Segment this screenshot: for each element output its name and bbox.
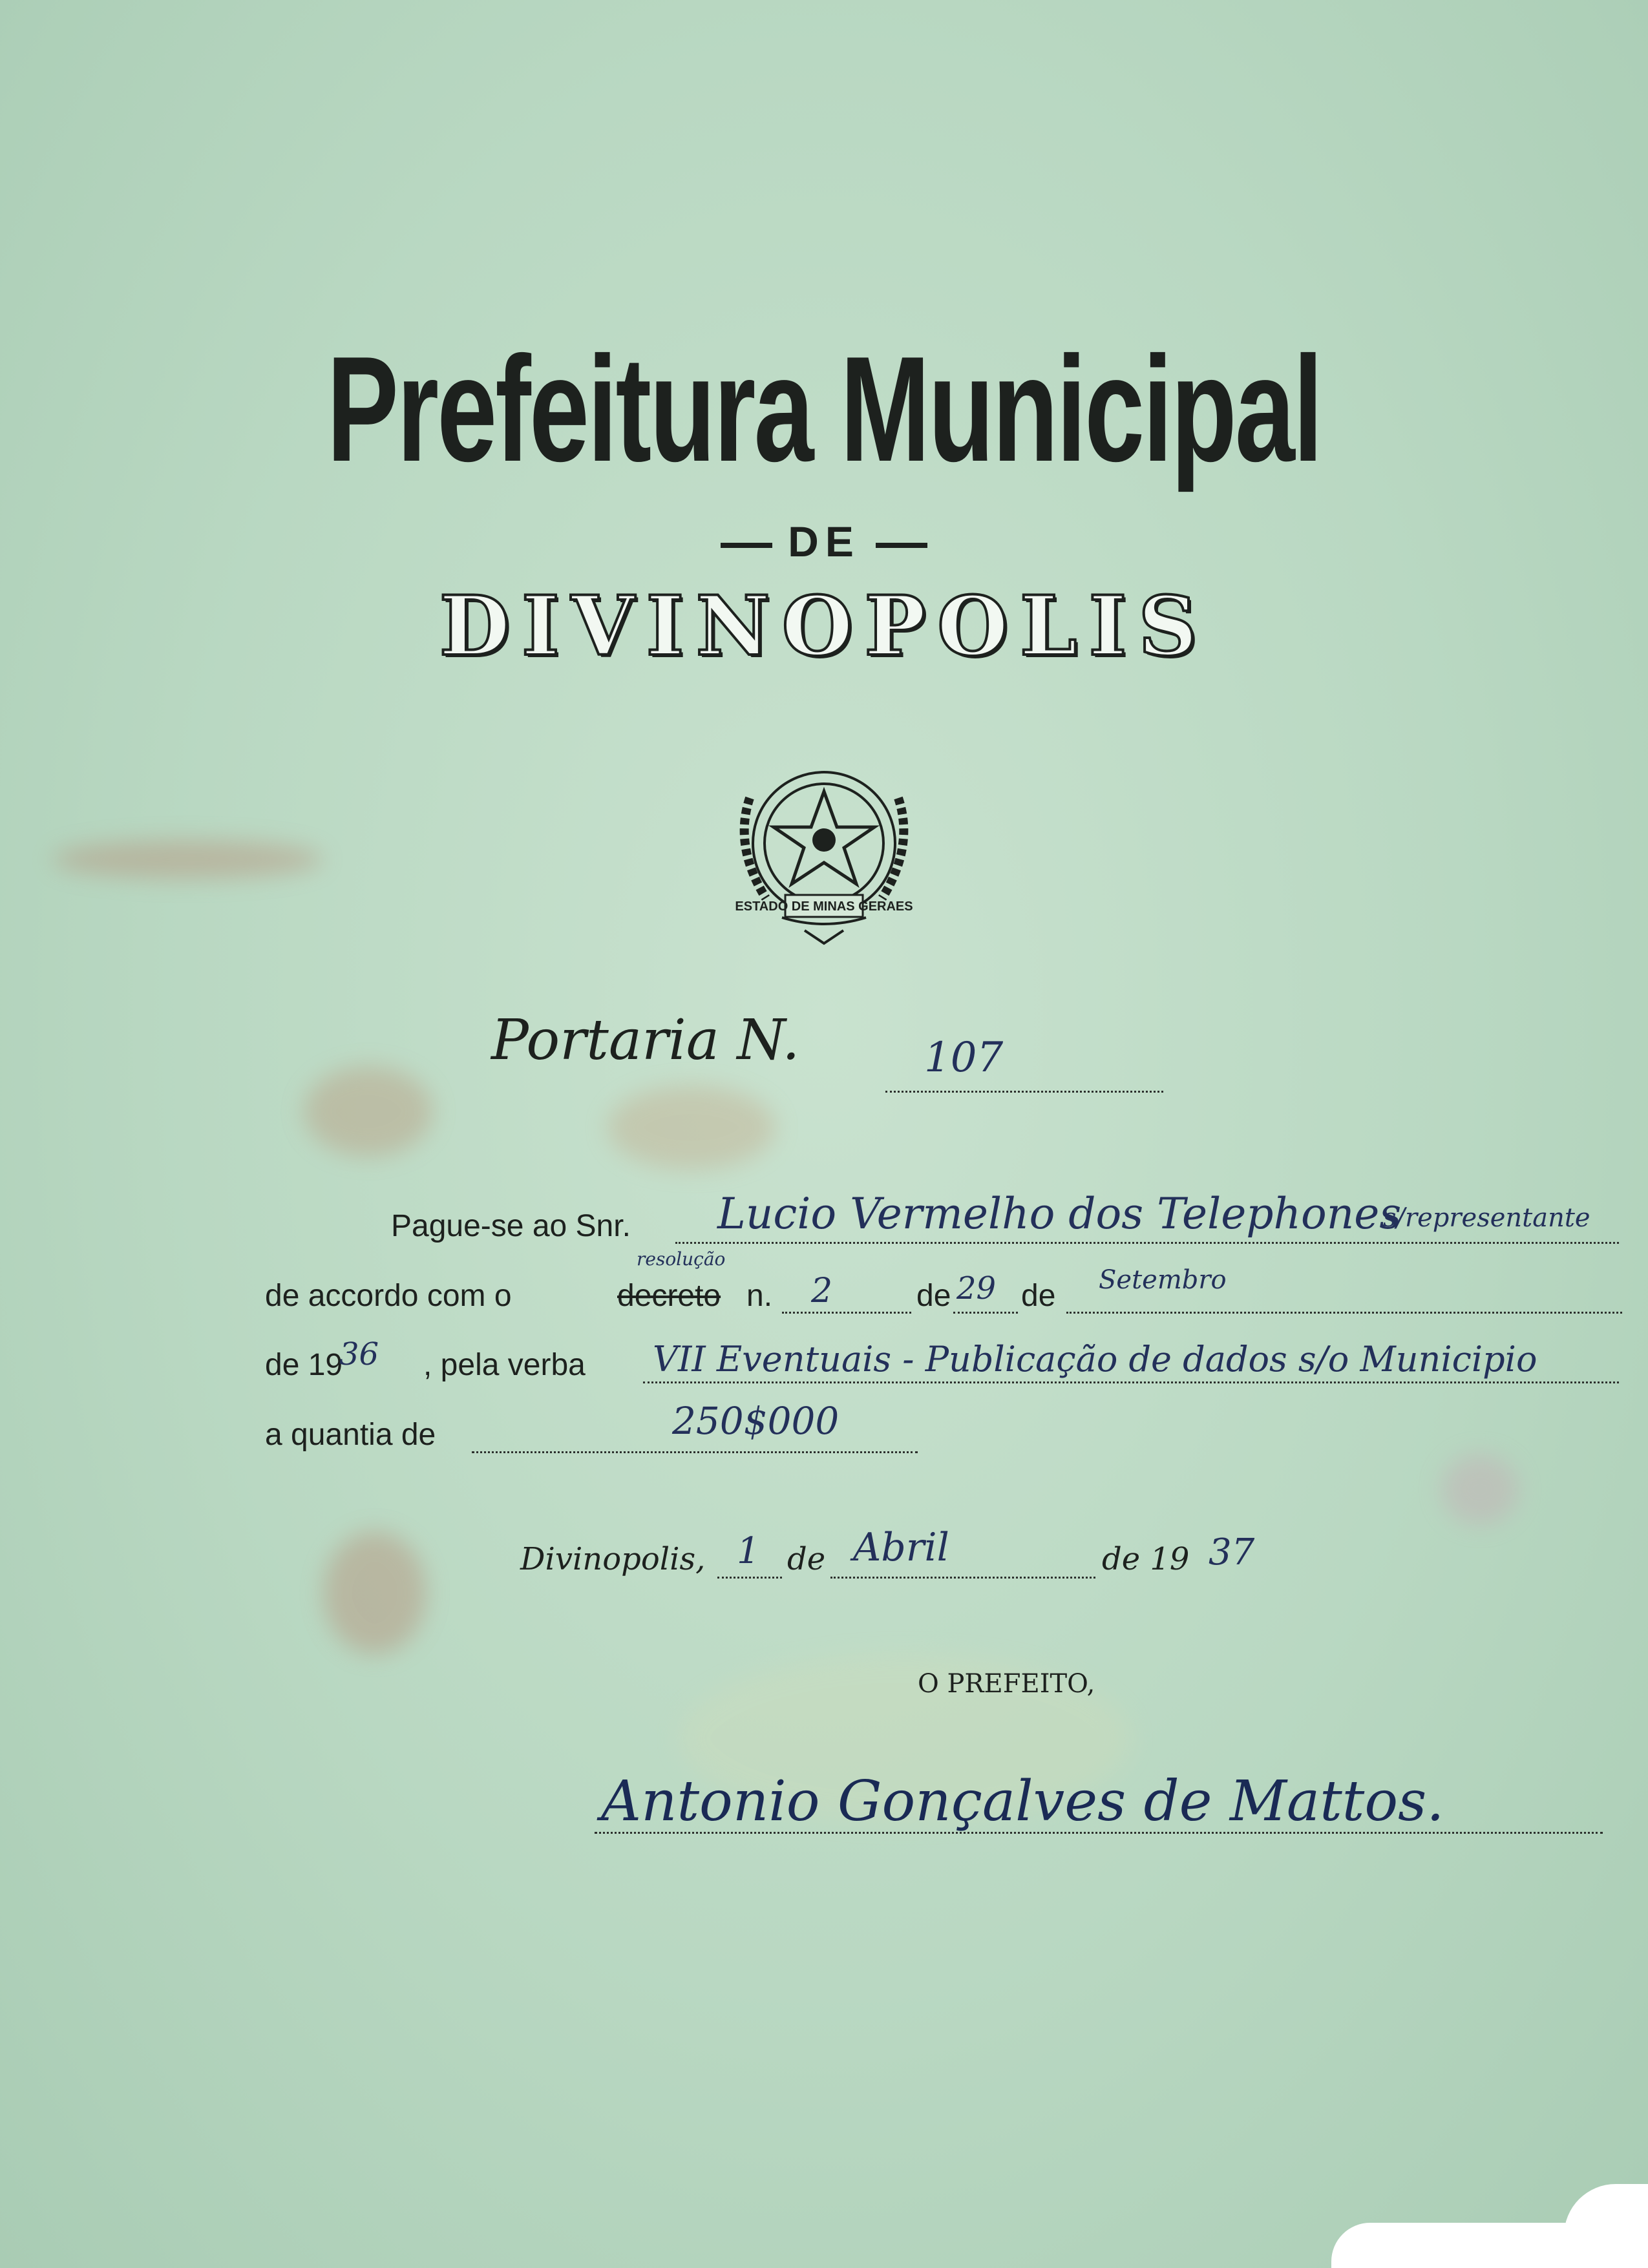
payee-label: Pague-se ao Snr. [391, 1209, 631, 1243]
day-line [953, 1312, 1018, 1314]
date-de-2: de 19 [1102, 1541, 1190, 1577]
de-label-1: de [916, 1279, 951, 1313]
year-label: de 19 [265, 1348, 343, 1382]
seal-bottom-text: ESTADO DE MINAS GERAES [735, 899, 913, 914]
month-value: Setembro [1099, 1265, 1227, 1295]
dash-left [721, 543, 772, 548]
amount-label: a quantia de [265, 1418, 436, 1452]
resolution-note: resolução [637, 1248, 726, 1270]
date-month-line [830, 1577, 1095, 1579]
header-connector-text: DE [788, 518, 860, 565]
portaria-number: 107 [924, 1034, 1004, 1082]
accordance-label: de accordo com o [265, 1279, 512, 1313]
verba-line [643, 1381, 1619, 1383]
decree-struck: decreto [617, 1279, 721, 1313]
number-line [782, 1312, 911, 1314]
verba-value: VII Eventuais - Publicação de dados s/o Municipio [653, 1339, 1537, 1380]
month-line [1066, 1312, 1622, 1314]
dash-right [876, 543, 927, 548]
portaria-number-line [885, 1091, 1163, 1093]
date-day: 1 [737, 1530, 760, 1572]
payee-line [675, 1242, 1619, 1244]
day-value: 29 [956, 1270, 997, 1307]
verba-label: , pela verba [423, 1348, 586, 1382]
date-year: 37 [1209, 1531, 1255, 1573]
signature-title: O PREFEITO, [918, 1669, 1095, 1699]
payee-name: Lucio Vermelho dos Telephones [717, 1189, 1402, 1239]
signature-name: Antonio Gonçalves de Mattos. [601, 1769, 1444, 1834]
date-place: Divinopolis, [520, 1541, 706, 1577]
portaria-label: Portaria N. [491, 1008, 800, 1073]
year-value: 36 [339, 1336, 379, 1372]
date-de-1: de [787, 1541, 826, 1577]
number-value: 2 [811, 1272, 833, 1310]
header-city: DIVINOPOLIS [439, 578, 1209, 674]
header-title: Prefeitura Municipal [326, 326, 1322, 493]
coat-of-arms-icon [721, 737, 927, 950]
amount-value: 250$000 [672, 1399, 840, 1443]
header-connector [0, 517, 1648, 566]
date-month: Abril [853, 1525, 949, 1570]
de-label-2: de [1021, 1279, 1056, 1313]
number-label: n. [746, 1279, 773, 1313]
date-day-line [717, 1577, 782, 1579]
payee-note: s/representante [1383, 1203, 1590, 1233]
amount-line [472, 1451, 918, 1453]
